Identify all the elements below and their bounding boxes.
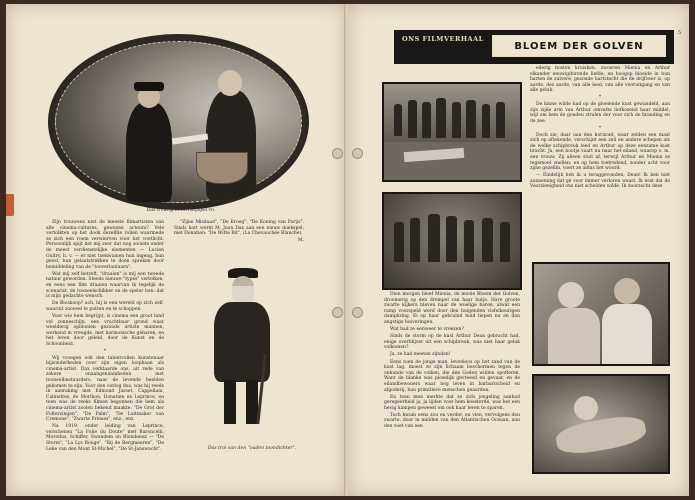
paragraph: De Bioskoop? ach, hij is een wereld op zich zelf, waaruit zooveel te putten en te schoppen.: [46, 301, 164, 312]
leg-left: [224, 380, 236, 424]
person: [500, 222, 510, 262]
paragraph: Dien morgen bleef Mienia, de mooie Bloem der Golven, droomerig op den drempel van haar hutje. Hare groote zwarte kijkers bleven naar de woelige baren, alwat een ramp voorspeld werd door den huigenden visfelkeurigen dampkring. Ei op haar gebruind huid liepen nu en dan angstige huiveringen.: [384, 292, 520, 325]
paragraph: Eens toen de jonge man, levenloos op het zand van de kust lag, moest ze zijn lichaam beschermen tegen de onkunde van de volken, die den Goden wilden opofferen. Want de blanke was ploselijk gevreesd en gevaar, en de eilandbewoners waar nog leven in barbarischeid en afgoderij, hun primitieve menschen geaarden.: [384, 359, 520, 393]
person: [464, 220, 474, 262]
woman-head: [574, 396, 598, 420]
top-photo-caption: Das treurig in een blijspel-ro.: [146, 208, 216, 213]
woman-face: [218, 70, 242, 96]
photo-couple-embrace: [532, 262, 670, 366]
left-column-1: [46, 220, 164, 454]
letter: [172, 134, 208, 145]
binding-hole-top: [332, 148, 343, 159]
person: [394, 104, 402, 136]
man-shirt: [602, 304, 652, 364]
paragraph: En toen men merkte dat ze zich jongeling aanbad geregeerheid ja, ja lijden voor hem koesterde, was het een hevig kampen geweest om ook haar leven te sparen.: [384, 394, 520, 411]
brand-logo: ONS FILMVERHAAL: [402, 35, 484, 43]
person: [436, 98, 446, 138]
left-page: [6, 4, 346, 496]
separator-star: *: [103, 349, 107, 355]
person: [466, 100, 476, 138]
binding-hole-top: [352, 148, 363, 159]
paragraph: "Zijne Misdaad", "De Kroeg", "De Koning van Parijs". Sinds kort werkt M. Jean Dax aan een nieuw doekspel; met Donatien: "De Witte Rit", (La Chevauchée Blanche).: [174, 220, 304, 237]
paragraph: Zijn trouwens niet de meeste filmartisten van alle cinema-cultures, gewezen acteurs? Vele vertolkten op het dook dezelfde rollen waarmede ze zich een roem verwierven voor het voetlicht. Persoonlijk spijt het mij zeer dat nog zooiets onder de meest verdienstelijke elementen — Lucien Guitry, h. v. — er niet toekwamen hun ingeng, hun geest, hun gelaatstrekken te doen spreken door bemiddeling van de "tooverlantaarn".: [46, 220, 164, 270]
person: [482, 104, 490, 138]
person: [446, 216, 457, 262]
left-column-2: [174, 220, 304, 245]
person: [452, 102, 461, 138]
top-oval-photo: [48, 34, 309, 210]
bottom-photo-caption: Das trol van den "ouden toondichter".: [207, 446, 297, 451]
story-banner: [394, 30, 674, 64]
body-on-sand: [404, 148, 465, 162]
separator-star: *: [598, 125, 602, 131]
person: [428, 214, 440, 262]
paragraph: Sinds de storm op de kust Arthur Dean gebracht had, enige overblijver uit een schipbreuk, was niet haar geluk volkomen?: [384, 334, 520, 351]
binding-hole-bottom: [332, 307, 343, 318]
paragraph: De kinne wilde had op de gloeiende kust gewandeld, aan zijn zijde arm van Arthur omvatte liefkozend haar middel, wijl om hem de gouden stralen der voor zich de branding en de zee.: [530, 102, 670, 124]
separator-star: *: [598, 95, 602, 101]
person: [408, 100, 417, 138]
postman-cap: [134, 82, 164, 91]
signature-initial: M.: [297, 238, 304, 244]
paragraph: Wat mij zelf betreft, "draaien" is mij een tweede natuur geworden. Steeds nieuwe "types" vertolken, en eens een film draaien waarvan ik tegelijk de scenarist, de tooneelschikker en de speler ben: dat is mijn gedachte wensch.: [46, 271, 164, 300]
story-title: BLOEM DER GOLVEN: [492, 35, 666, 57]
paragraph: Toch kwam eens zou en verder, en vlen, vervolgens den zwarte, door in midden van den Atlantischen Oceaan, aan den voet van een: [384, 412, 520, 430]
right-column-1: [384, 292, 520, 431]
person: [482, 218, 493, 262]
right-column-2: [530, 66, 670, 191]
basket: [196, 152, 248, 184]
person: [422, 102, 431, 138]
man-head: [614, 278, 640, 304]
photo-crowd-beach: [382, 82, 522, 182]
paragraph: Voor wie hem begrijpt, is cinema een groot land vol zonneschijn, een vruchtbaar grond waar weelderig opbloeien gezonde artiste mannen, werkend in vreugde, met harmonische gebaren, en het leven door geleid, door de Kunst en de Schoonheid.: [46, 314, 164, 347]
binding-hole-bottom: [352, 307, 363, 318]
woman-dress: [548, 308, 600, 364]
paragraph: — Eindelijk heb ik u teruggevonden, Dean! Ik ken niet aanneming dat ge voor immer verloren waart. Ik wist dat de Voorzienigheid ons niet scheiden wilde. Ik doorzocht deze: [530, 173, 670, 190]
paragraph: ederig bosten kruisken, zwoeren Mienia en Arthur elkander eeuwigdurende liefde; en hoogop bloeide in hun harten de zuivere, gezonde hartstocht die de drijfveer is, op aarde, des aarde, van alle leed, van alle vooruitgang en van alle geluk.: [530, 66, 670, 94]
old-man-photo: [206, 262, 286, 442]
paragraph: Doch zie, daar aan den horizont, waar zelden een mast zich op aftekende, verschijnt een zeil en andere schepen als de welke schipbreuk leed en Arthur op deze eenzame kust bracht. Ja, een bootje vaart nu naar het eiland, waarop o. m. een vrouw. Zij alleen sluit af, terwijl Arthur en Mienia ze tegemoet snellen; en op hem toetredend, zonder acht voor zijne gezellin, voert ze aldus het woord:: [530, 132, 670, 172]
person: [496, 102, 505, 138]
postman-figure: [126, 102, 172, 202]
photo-crowd-ceremony: [382, 192, 522, 290]
person: [394, 222, 404, 262]
photo-woman-reclining: [532, 374, 670, 474]
page-number: 5: [678, 30, 682, 36]
person: [410, 218, 420, 262]
red-tab-marker: [6, 194, 14, 216]
paragraph: Ja, ze had meeten zijnden!: [390, 352, 451, 358]
photo-background: [55, 41, 302, 203]
paragraph: Wij vroegen ook den talentvollen kunstenaar bijzonderheden over zijn eigen loopbaan als cinema-artist. Dax verklaarde ons, uit rede van zekere onaangenaamheden met tooneelbestuurders, naar de levende beelden gekomen te zijn. Voor den oorlog dus, was hij reeds in aanraking met Edmond Jasset, Cappellani, Calmettes, de Morlhon, Donatien en Leprince, en toen was de reeks filmen begonnen die hem als cinema-artist zoolen bekend maakte: "De Grot der Folterzingen", "De Palm", "De Luitmaker van Cremone", "Zwarte Prinses", enz., enz.: [46, 355, 164, 423]
paragraph: Na 1919, onder leiding van Leprince, verschenen "La Folie du Doute" met Baroncelli, Morodus, Schiffer, Swandem en Blondenez — "De Storm", "La Lys Rouge", "Bij de Bergmeeren", "De Lelie van den Mont St-Michel", "De St-Janswacht".: [46, 424, 164, 452]
woman-head: [558, 282, 584, 308]
paragraph: Wat had ze eenweer te vreezen?: [390, 327, 464, 333]
